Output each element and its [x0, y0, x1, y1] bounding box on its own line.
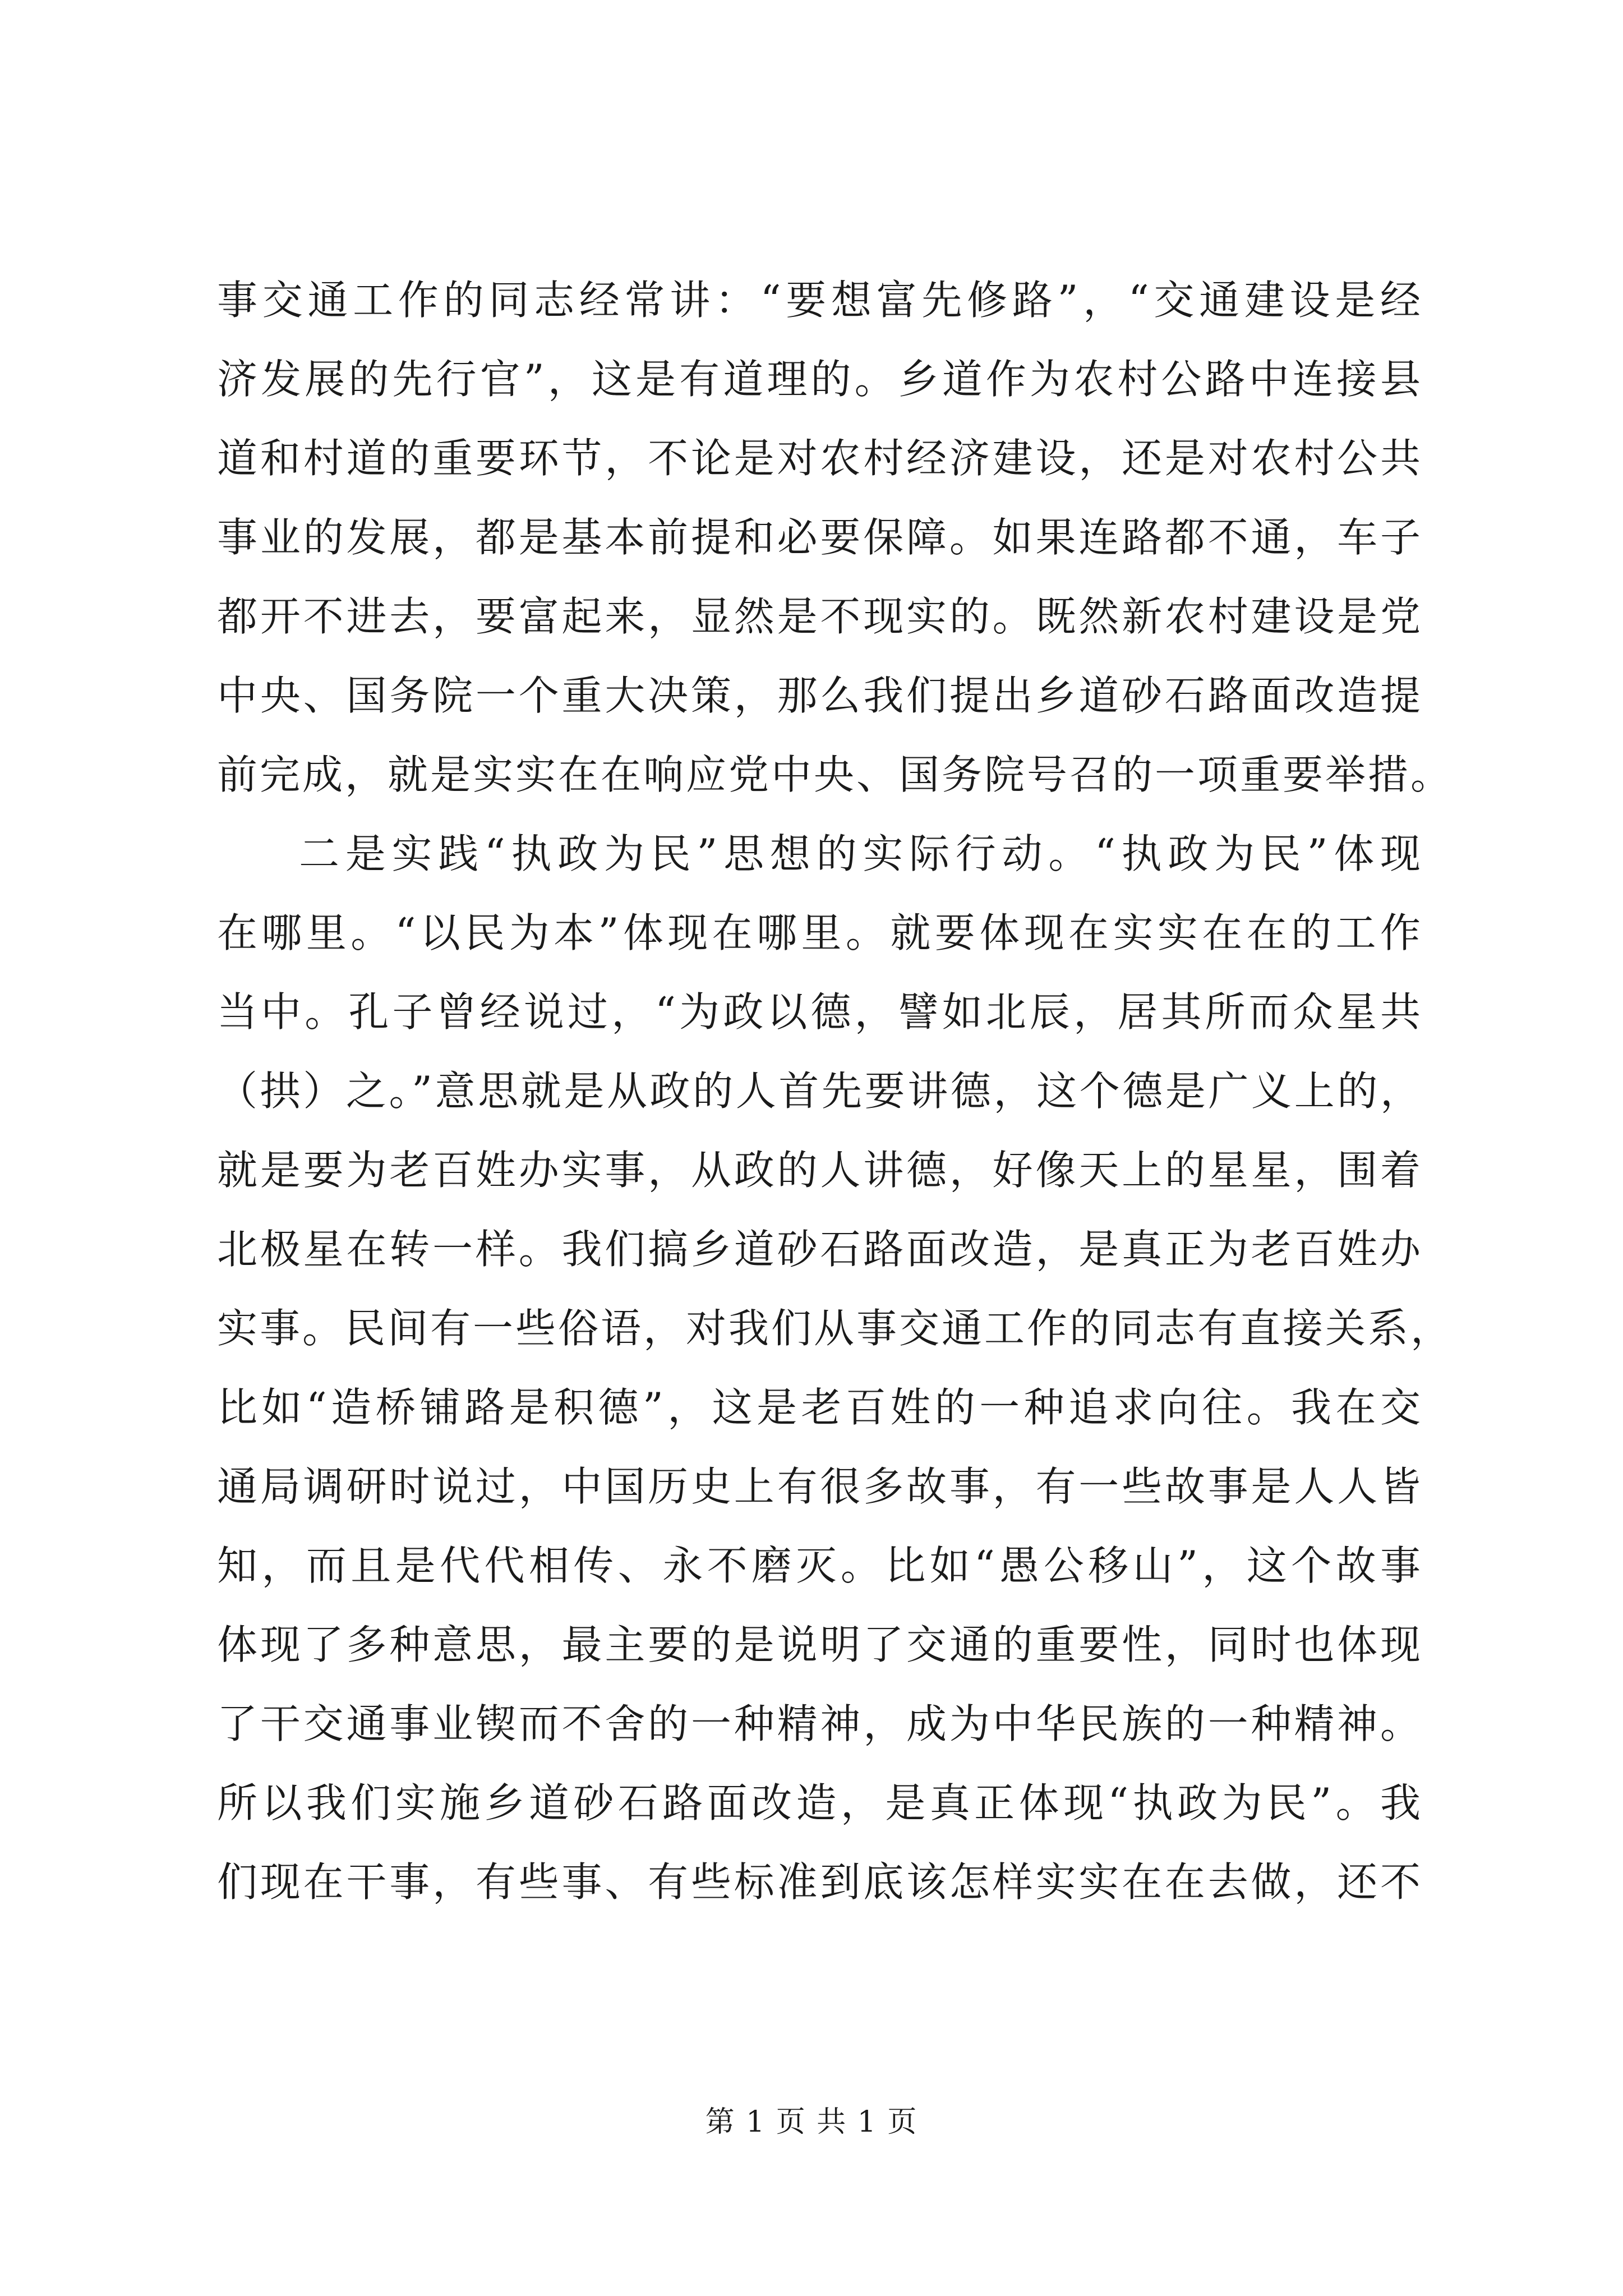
- text-line: 体现了多种意思，最主要的是说明了交通的重要性，同时也体现: [217, 1621, 1423, 1668]
- text-line: 比如“造桥铺路是积德”，这是老百姓的一种追求向往。我在交: [217, 1384, 1423, 1431]
- page-footer: 第 1 页 共 1 页: [705, 2105, 918, 2139]
- text-line: 事交通工作的同志经常讲：“要想富先修路”，“交通建设是经: [217, 277, 1423, 324]
- paragraph-first-line: 二是实践“执政为民”思想的实际行动。“执政为民”体现: [299, 830, 1423, 877]
- text-line: （拱）之。”意思就是从政的人首先要讲德，这个德是广义上的，: [217, 1068, 1423, 1115]
- text-line: 知，而且是代代相传、永不磨灭。比如“愚公移山”，这个故事: [217, 1542, 1423, 1589]
- text-line: 实事。民间有一些俗语，对我们从事交通工作的同志有直接关系，: [217, 1305, 1454, 1352]
- text-line: 济发展的先行官”，这是有道理的。乡道作为农村公路中连接县: [217, 356, 1423, 403]
- text-line: 们现在干事，有些事、有些标准到底该怎样实实在在去做，还不: [217, 1858, 1423, 1906]
- text-line: 事业的发展，都是基本前提和必要保障。如果连路都不通，车子: [217, 514, 1423, 561]
- text-line: 北极星在转一样。我们搞乡道砂石路面改造，是真正为老百姓办: [217, 1226, 1423, 1273]
- document-body: [217, 261, 1454, 1922]
- text-line: 道和村道的重要环节，不论是对农村经济建设，还是对农村公共: [217, 435, 1423, 482]
- text-line: 中央、国务院一个重大决策，那么我们提出乡道砂石路面改造提: [217, 672, 1423, 719]
- text-line: 当中。孔子曾经说过，“为政以德，譬如北辰，居其所而众星共: [217, 988, 1423, 1036]
- text-line: 了干交通事业锲而不舍的一种精神，成为中华民族的一种精神。: [217, 1700, 1423, 1747]
- text-line: 都开不进去，要富起来，显然是不现实的。既然新农村建设是党: [217, 593, 1423, 640]
- text-line: 所以我们实施乡道砂石路面改造，是真正体现“执政为民”。我: [217, 1779, 1423, 1826]
- text-line: 通局调研时说过，中国历史上有很多故事，有一些故事是人人皆: [217, 1463, 1423, 1510]
- text-line: 前完成，就是实实在在响应党中央、国务院号召的一项重要举措。: [217, 751, 1454, 798]
- text-line: 在哪里。“以民为本”体现在哪里。就要体现在实实在在的工作: [217, 909, 1423, 956]
- text-line: 就是要为老百姓办实事，从政的人讲德，好像天上的星星，围着: [217, 1147, 1423, 1194]
